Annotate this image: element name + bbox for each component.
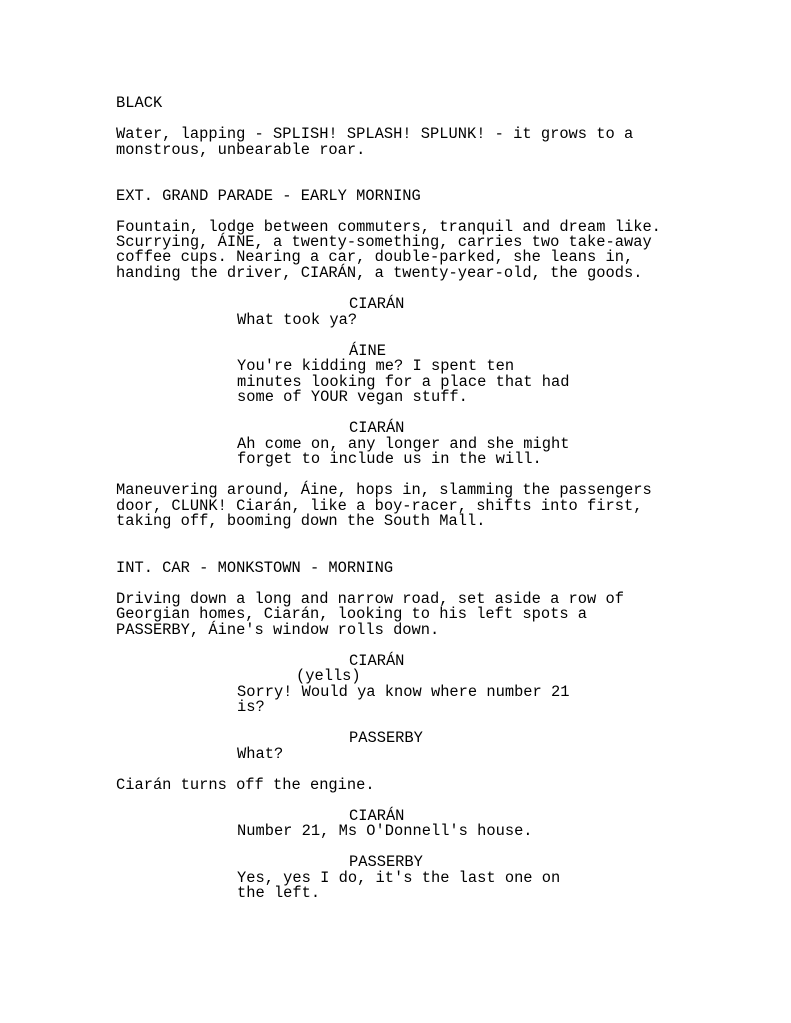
- action-line: PASSERBY, Áine's window rolls down.: [116, 621, 440, 639]
- scene-heading: INT. CAR - MONKSTOWN - MORNING: [116, 559, 394, 577]
- transition-black: BLACK: [116, 94, 163, 112]
- action-line: Ciarán turns off the engine.: [116, 776, 375, 794]
- character-name: CIARÁN: [349, 652, 405, 670]
- dialogue-line: Ah come on, any longer and she might: [237, 435, 570, 453]
- action-line: handing the driver, CIARÁN, a twenty-year-old, the goods.: [116, 264, 643, 282]
- dialogue-line: Sorry! Would ya know where number 21: [237, 683, 570, 701]
- action-line: coffee cups. Nearing a car, double-parked, she leans in,: [116, 248, 634, 266]
- action-line: Water, lapping - SPLISH! SPLASH! SPLUNK! - it grows to a: [116, 125, 634, 143]
- character-name: PASSERBY: [349, 729, 423, 747]
- action-line: Georgian homes, Ciarán, looking to his left spots a: [116, 605, 588, 623]
- action-line: Scurrying, ÁINE, a twenty-something, carries two take-away: [116, 233, 652, 251]
- action-line: door, CLUNK! Ciarán, like a boy-racer, shifts into first,: [116, 497, 643, 515]
- action-line: Driving down a long and narrow road, set aside a row of: [116, 590, 624, 608]
- dialogue-line: forget to include us in the will.: [237, 450, 542, 468]
- dialogue-line: minutes looking for a place that had: [237, 373, 570, 391]
- character-name: ÁINE: [349, 342, 386, 360]
- character-name: PASSERBY: [349, 853, 423, 871]
- character-name: CIARÁN: [349, 807, 405, 825]
- action-line: monstrous, unbearable roar.: [116, 141, 366, 159]
- dialogue-line: What?: [237, 745, 284, 763]
- character-name: CIARÁN: [349, 419, 405, 437]
- action-line: Fountain, lodge between commuters, tranquil and dream like.: [116, 218, 661, 236]
- dialogue-line: is?: [237, 698, 265, 716]
- dialogue-line: You're kidding me? I spent ten: [237, 357, 515, 375]
- character-name: CIARÁN: [349, 295, 405, 313]
- action-line: Maneuvering around, Áine, hops in, slamming the passengers: [116, 481, 652, 499]
- dialogue-line: Yes, yes I do, it's the last one on: [237, 869, 561, 887]
- dialogue-line: some of YOUR vegan stuff.: [237, 388, 468, 406]
- dialogue-line: Number 21, Ms O'Donnell's house.: [237, 822, 533, 840]
- action-line: taking off, booming down the South Mall.: [116, 512, 486, 530]
- dialogue-line: the left.: [237, 884, 321, 902]
- scene-heading: EXT. GRAND PARADE - EARLY MORNING: [116, 187, 421, 205]
- parenthetical: (yells): [296, 667, 361, 685]
- dialogue-line: What took ya?: [237, 311, 358, 329]
